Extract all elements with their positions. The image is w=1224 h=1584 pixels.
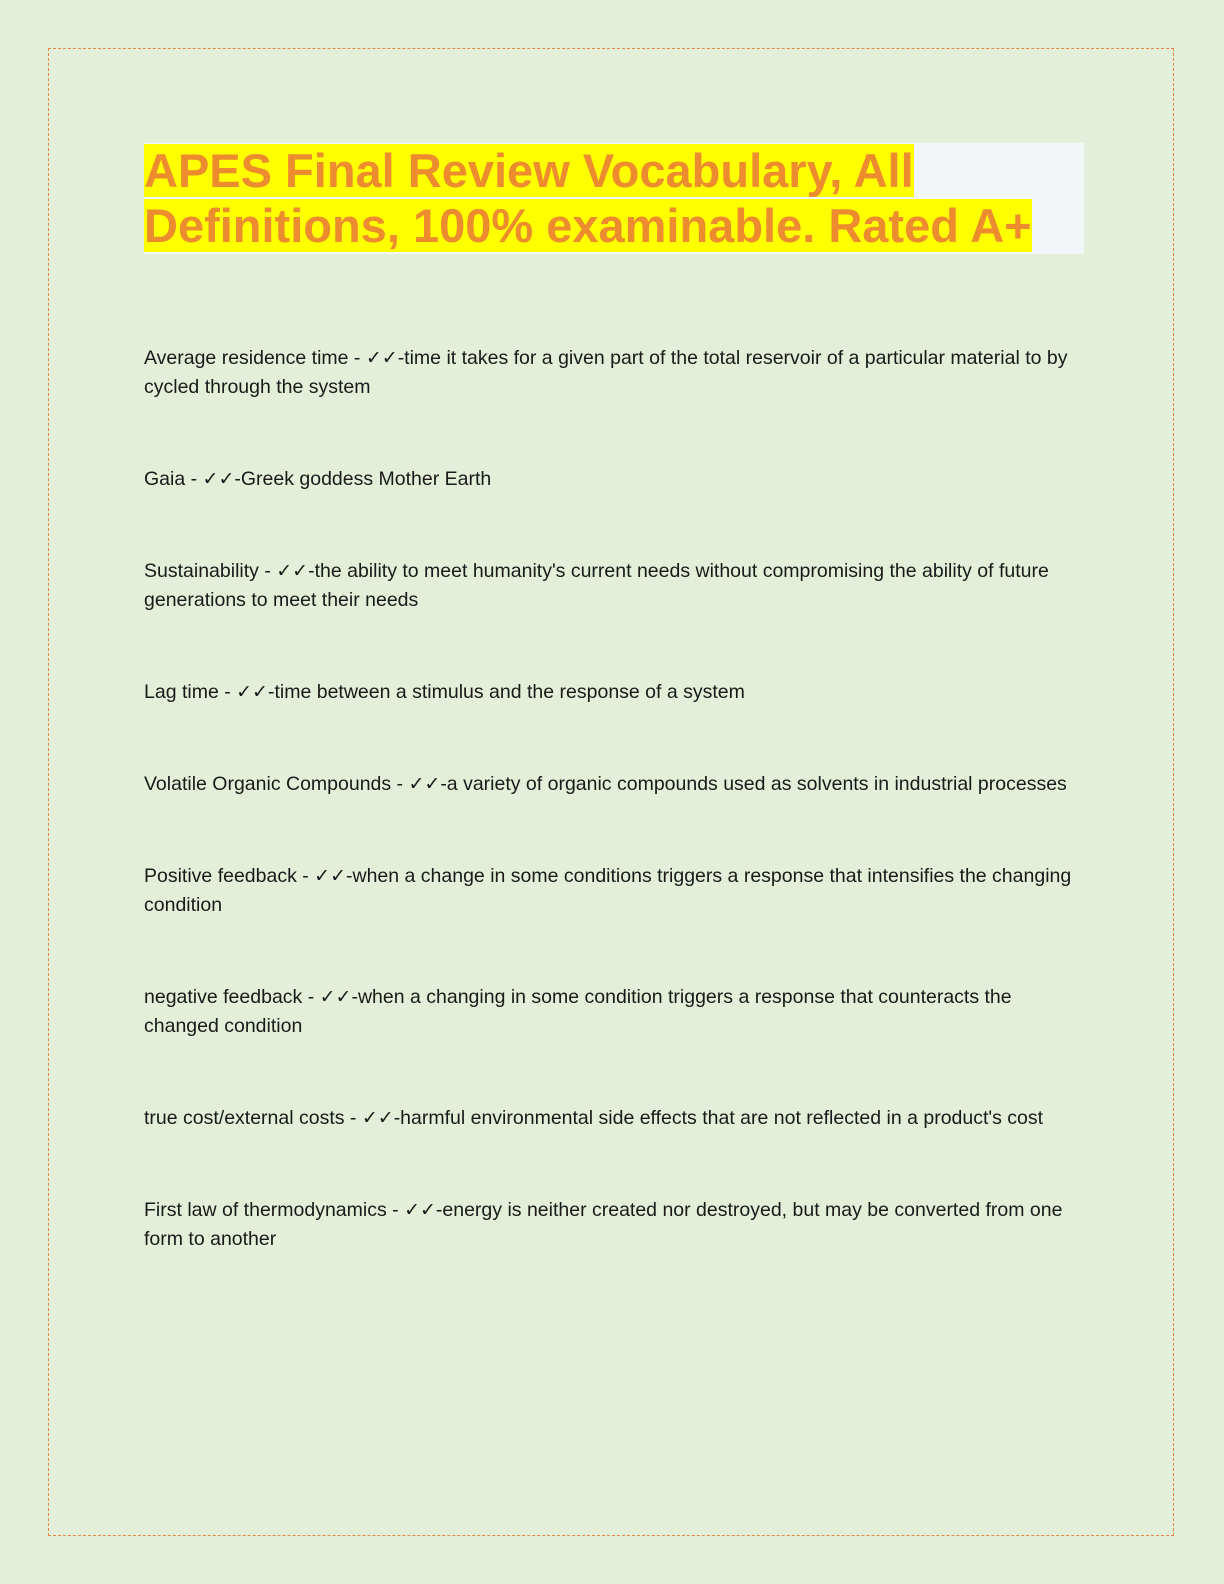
vocab-definition: -when a change in some conditions triggers a response that intensifies the changing condition [144, 865, 1072, 916]
vocab-definition: -time between a stimulus and the response of a system [267, 681, 745, 703]
vocab-entry [144, 770, 1084, 799]
vocab-term: true cost/external costs - [144, 1107, 362, 1129]
check-mark-icon: ✓✓ [408, 773, 441, 795]
vocab-definition: -the ability to meet humanity's current needs without compromising the ability of future generations to meet their needs [144, 560, 1049, 611]
vocab-term: First law of thermodynamics - [144, 1199, 405, 1221]
check-mark-icon: ✓✓ [236, 681, 268, 703]
vocab-term: Average residence time - [144, 347, 366, 369]
vocab-entry [144, 465, 1084, 494]
vocab-definition: -time it takes for a given part of the total reservoir of a particular material to by cycled through the system [144, 347, 1068, 398]
vocab-term: Lag time - [144, 681, 237, 703]
vocab-entry [144, 862, 1084, 920]
vocab-definition: -Greek goddess Mother Earth [234, 468, 492, 490]
check-mark-icon: ✓✓ [319, 986, 352, 1008]
vocab-entry [144, 1196, 1084, 1254]
title-line-2: Definitions, 100% examinable. Rated A+ [144, 199, 1032, 252]
vocab-term: Sustainability - [144, 560, 277, 582]
check-mark-icon: ✓✓ [361, 1107, 394, 1129]
vocab-term: Positive feedback - [144, 865, 315, 887]
title-line-1: APES Final Review Vocabulary, All [144, 144, 914, 197]
vocab-entry [144, 678, 1084, 707]
vocab-term: negative feedback - [144, 986, 320, 1008]
document-title [144, 143, 1084, 253]
vocab-definition: -harmful environmental side effects that are not reflected in a product's cost [393, 1107, 1044, 1129]
check-mark-icon: ✓✓ [404, 1199, 436, 1221]
vocab-entry [144, 983, 1084, 1041]
vocab-definition: -a variety of organic compounds used as solvents in industrial processes [440, 773, 1067, 795]
vocab-term: Volatile Organic Compounds - [144, 773, 409, 795]
vocab-entry [144, 557, 1084, 615]
vocab-definition: -energy is neither created nor destroyed, but may be converted from one form to another [144, 1199, 1063, 1250]
vocab-entry [144, 344, 1084, 402]
check-mark-icon: ✓✓ [202, 468, 235, 490]
title-block [144, 143, 1084, 254]
vocab-entry [144, 1104, 1084, 1133]
vocabulary-list [144, 344, 1084, 1254]
vocab-term: Gaia - [144, 468, 203, 490]
check-mark-icon: ✓✓ [365, 347, 398, 369]
check-mark-icon: ✓✓ [276, 560, 309, 582]
vocab-definition: -when a changing in some condition triggers a response that counteracts the changed condition [144, 986, 1012, 1037]
check-mark-icon: ✓✓ [314, 865, 347, 887]
